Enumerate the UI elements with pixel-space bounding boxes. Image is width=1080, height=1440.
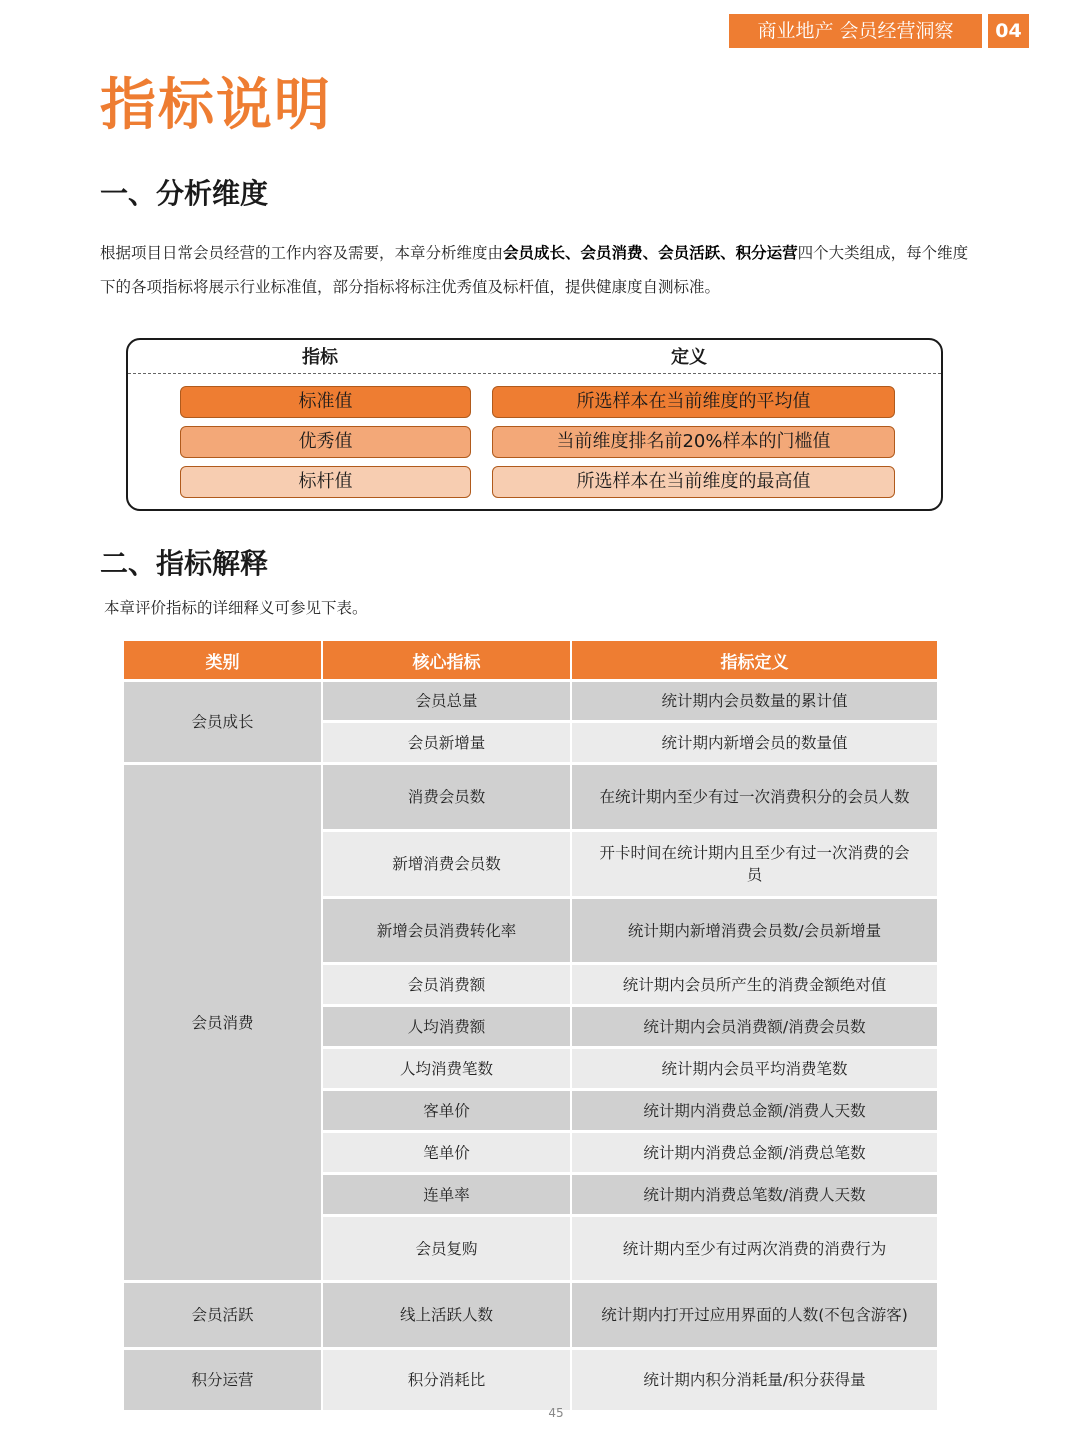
intro-sep-1: 、 — [565, 244, 581, 262]
table-header-row — [124, 641, 937, 679]
definition-cell: 统计期内消费总金额/消费总笔数 — [572, 1133, 937, 1172]
legend-benchmark-definition: 所选样本在当前维度的最高值 — [492, 466, 895, 498]
header-definition: 指标定义 — [572, 641, 937, 679]
definition-cell: 统计期内消费总金额/消费人天数 — [572, 1091, 937, 1130]
legend-standard-name: 标准值 — [180, 386, 471, 418]
legend-standard-definition: 所选样本在当前维度的平均值 — [492, 386, 895, 418]
definition-cell: 统计期内至少有过两次消费的消费行为 — [572, 1217, 937, 1280]
definition-cell: 在统计期内至少有过一次消费积分的会员人数 — [572, 765, 937, 829]
page-number: 45 — [548, 1406, 564, 1420]
legend-header-definition: 定义 — [671, 347, 707, 368]
indicator-cell: 线上活跃人数 — [323, 1283, 570, 1347]
indicator-cell: 客单价 — [323, 1091, 570, 1130]
indicator-cell: 连单率 — [323, 1175, 570, 1214]
indicator-cell: 消费会员数 — [323, 765, 570, 829]
indicator-cell: 会员复购 — [323, 1217, 570, 1280]
intro-text-1: 根据项目日常会员经营的工作内容及需要，本章分析维度由 — [100, 244, 504, 262]
legend-excellent-name: 优秀值 — [180, 426, 471, 458]
table-row — [124, 1283, 937, 1347]
definition-cell: 统计期内会员数量的累计值 — [572, 682, 937, 720]
definition-cell: 统计期内打开过应用界面的人数(不包含游客) — [572, 1283, 937, 1347]
intro-bold-points: 积分运营 — [735, 244, 798, 262]
intro-bold-growth: 会员成长 — [503, 244, 566, 262]
definition-cell: 统计期内消费总笔数/消费人天数 — [572, 1175, 937, 1214]
table-row — [124, 765, 937, 829]
legend-divider — [128, 373, 941, 374]
metrics-table — [122, 638, 939, 1413]
indicator-cell: 人均消费额 — [323, 1007, 570, 1046]
table-row — [124, 682, 937, 720]
indicator-cell: 新增消费会员数 — [323, 832, 570, 896]
indicator-cell: 会员总量 — [323, 682, 570, 720]
indicator-cell: 会员消费额 — [323, 965, 570, 1004]
definition-cell: 统计期内新增会员的数量值 — [572, 723, 937, 762]
intro-sep-3: 、 — [720, 244, 736, 262]
intro-text-2: 四个大类组成，每个维度下的各项指标将展示行业标准值，部分指标将标注优秀值及标杆值，提供健康度自测标准。 — [100, 244, 969, 296]
category-cell: 会员活跃 — [124, 1283, 321, 1347]
definition-cell: 统计期内会员消费额/消费会员数 — [572, 1007, 937, 1046]
legend-header-indicator: 指标 — [302, 347, 338, 368]
section-title-explanation: 二、指标解释 — [100, 547, 269, 580]
chapter-number: 04 — [988, 14, 1029, 48]
indicator-cell: 积分消耗比 — [323, 1350, 570, 1410]
intro-paragraph — [100, 236, 980, 304]
category-cell: 积分运营 — [124, 1350, 321, 1410]
indicator-cell: 笔单价 — [323, 1133, 570, 1172]
definition-cell: 统计期内新增消费会员数/会员新增量 — [572, 899, 937, 962]
category-cell: 会员消费 — [124, 765, 321, 1280]
header-title: 商业地产 会员经营洞察 — [729, 14, 982, 48]
intro-bold-consumption: 会员消费 — [580, 244, 643, 262]
header-category: 类别 — [124, 641, 321, 679]
value-legend-box — [126, 338, 943, 511]
intro-sep-2: 、 — [642, 244, 659, 262]
category-cell: 会员成长 — [124, 682, 321, 762]
legend-benchmark-name: 标杆值 — [180, 466, 471, 498]
legend-excellent-definition: 当前维度排名前20%样本的门槛值 — [492, 426, 895, 458]
definition-cell: 统计期内会员平均消费笔数 — [572, 1049, 937, 1088]
intro-bold-activity: 会员活跃 — [658, 244, 721, 262]
table-intro: 本章评价指标的详细释义可参见下表。 — [104, 599, 368, 617]
definition-cell: 统计期内会员所产生的消费金额绝对值 — [572, 965, 937, 1004]
definition-cell: 开卡时间在统计期内且至少有过一次消费的会员 — [572, 832, 937, 896]
section-title-dimensions: 一、分析维度 — [100, 177, 269, 210]
definition-cell: 统计期内积分消耗量/积分获得量 — [572, 1350, 937, 1410]
indicator-cell: 人均消费笔数 — [323, 1049, 570, 1088]
indicator-cell: 会员新增量 — [323, 723, 570, 762]
header-indicator: 核心指标 — [323, 641, 570, 679]
page-title: 指标说明 — [100, 73, 332, 138]
indicator-cell: 新增会员消费转化率 — [323, 899, 570, 962]
table-row — [124, 1350, 937, 1410]
